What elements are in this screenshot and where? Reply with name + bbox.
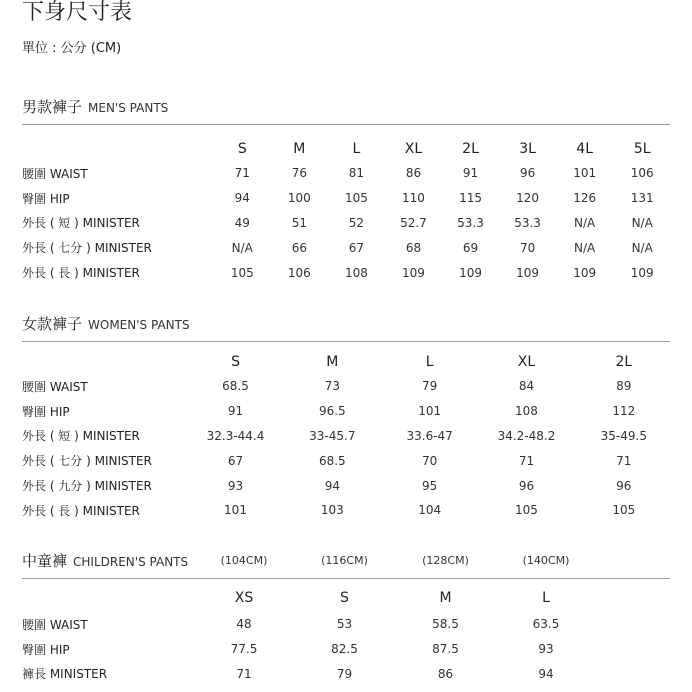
table-cell: 108 xyxy=(515,404,538,419)
table-cell: 69 xyxy=(462,240,479,255)
table-cell: 48 xyxy=(236,617,252,632)
table-cell: 110 xyxy=(402,191,425,206)
table-cell: 49 xyxy=(234,215,250,230)
table-cell: 79 xyxy=(336,666,353,681)
table-cell: 89 xyxy=(616,379,632,394)
row-label: 外長 ( 七分 ) MINISTER xyxy=(22,454,152,469)
table-cell: 101 xyxy=(224,503,247,518)
men-divider xyxy=(22,124,670,125)
table-cell: N/A xyxy=(631,240,653,255)
table-cell: 109 xyxy=(630,265,654,280)
table-cell: 71 xyxy=(518,453,535,468)
table-cell: 106 xyxy=(287,265,311,280)
men-title-zh: 男款褲子 xyxy=(22,98,83,116)
table-cell: 70 xyxy=(422,453,438,468)
table-cell: 105 xyxy=(612,503,636,518)
children-size-header xyxy=(22,586,670,610)
table-cell: 109 xyxy=(459,265,482,280)
table-cell: 81 xyxy=(348,166,365,181)
table-cell: N/A xyxy=(631,215,653,230)
table-cell: 32.3-44.4 xyxy=(206,428,265,443)
table-row xyxy=(22,473,670,498)
table-cell: 91 xyxy=(227,404,244,419)
table-cell: 105 xyxy=(344,191,368,206)
table-row xyxy=(22,211,670,236)
table-cell: 108 xyxy=(344,265,368,280)
table-cell: 51 xyxy=(291,215,307,230)
table-cell: 96 xyxy=(518,478,535,493)
table-row xyxy=(22,186,670,211)
table-cell: 53.3 xyxy=(514,215,541,230)
table-cell: 109 xyxy=(516,265,540,280)
women-divider xyxy=(22,341,670,342)
row-label: 臀圍 HIP xyxy=(22,404,70,419)
table-cell: 109 xyxy=(402,265,425,280)
height-label: (116CM) xyxy=(321,554,368,567)
table-cell: 63.5 xyxy=(532,617,560,632)
table-cell: 84 xyxy=(518,379,535,394)
children-title-zh: 中童褲 xyxy=(22,552,68,570)
height-label: (128CM) xyxy=(422,554,469,567)
row-label: 外長 ( 長 ) MINISTER xyxy=(22,503,140,518)
table-cell: 73 xyxy=(324,379,340,394)
table-cell: 53.3 xyxy=(457,215,484,230)
table-cell: N/A xyxy=(231,240,253,255)
page-title: 下身尺寸表 xyxy=(22,0,133,25)
table-cell: 93 xyxy=(227,478,244,493)
unit-note: 單位 : 公分 (CM) xyxy=(22,41,122,56)
table-cell: 104 xyxy=(418,503,442,518)
men-section-title xyxy=(22,96,670,118)
table-cell: 96.5 xyxy=(318,404,346,419)
children-rows xyxy=(22,612,670,686)
table-cell: 100 xyxy=(287,191,311,206)
men-rows xyxy=(22,161,670,285)
size-header-xl: XL xyxy=(517,354,536,370)
table-cell: 82.5 xyxy=(331,642,358,657)
table-cell: 33-45.7 xyxy=(309,428,356,443)
row-label: 褲長 MINISTER xyxy=(22,667,108,682)
table-cell: 120 xyxy=(516,191,540,206)
table-cell: 71 xyxy=(236,666,252,681)
table-cell: 94 xyxy=(324,478,340,493)
table-row xyxy=(22,662,670,687)
table-cell: 68 xyxy=(405,240,422,255)
size-header-l: L xyxy=(542,590,550,606)
size-header-l: L xyxy=(425,354,434,370)
table-cell: 70 xyxy=(519,240,536,255)
table-cell: 68.5 xyxy=(222,379,249,394)
children-title-en: CHILDREN'S PANTS xyxy=(73,555,189,569)
size-header-2l: 2L xyxy=(615,354,633,370)
height-label: (104CM) xyxy=(220,554,268,567)
size-header-xs: XS xyxy=(234,590,254,606)
size-header-5l: 5L xyxy=(633,141,651,157)
table-cell: 52.7 xyxy=(400,215,427,230)
size-header-s: S xyxy=(237,141,247,157)
women-title-en: WOMEN'S PANTS xyxy=(88,318,190,332)
table-cell: 94 xyxy=(538,666,554,681)
table-row xyxy=(22,612,670,637)
table-cell: 86 xyxy=(405,166,422,181)
table-cell: 105 xyxy=(515,503,538,518)
table-row xyxy=(22,399,670,424)
table-cell: 79 xyxy=(422,379,438,394)
table-cell: 101 xyxy=(418,404,442,419)
table-cell: 53 xyxy=(336,617,353,632)
height-label: (140CM) xyxy=(522,554,570,567)
table-cell: 86 xyxy=(437,666,454,681)
children-divider xyxy=(22,578,670,579)
women-rows xyxy=(22,374,670,523)
row-label: 臀圍 HIP xyxy=(22,642,70,657)
size-header-m: M xyxy=(326,354,339,370)
table-cell: 76 xyxy=(291,166,307,181)
size-header-4l: 4L xyxy=(576,141,593,157)
table-cell: 101 xyxy=(573,166,597,181)
row-label: 外長 ( 九分 ) MINISTER xyxy=(22,479,152,494)
table-cell: 87.5 xyxy=(432,642,459,657)
size-header-m: M xyxy=(293,141,306,157)
women-section-title xyxy=(22,313,670,335)
size-header-3l: 3L xyxy=(519,141,536,157)
row-label: 腰圍 WAIST xyxy=(22,166,88,181)
row-label: 外長 ( 短 ) MINISTER xyxy=(22,429,140,444)
men-section xyxy=(22,96,670,285)
women-section xyxy=(22,313,670,523)
table-row xyxy=(22,498,670,523)
table-cell: 94 xyxy=(234,191,250,206)
table-cell: N/A xyxy=(574,240,596,255)
men-title-en: MEN'S PANTS xyxy=(88,101,169,115)
size-header-l: L xyxy=(352,141,361,157)
table-cell: 96 xyxy=(519,166,536,181)
table-cell: 93 xyxy=(538,642,554,657)
row-label: 腰圍 WAIST xyxy=(22,617,88,632)
table-row xyxy=(22,235,670,260)
table-cell: 33.6-47 xyxy=(406,428,453,443)
table-cell: 126 xyxy=(573,191,597,206)
table-cell: N/A xyxy=(574,215,596,230)
women-size-header xyxy=(22,350,670,374)
table-cell: 58.5 xyxy=(432,617,459,632)
children-section xyxy=(22,550,670,686)
table-cell: 68.5 xyxy=(318,453,346,468)
table-cell: 96 xyxy=(616,478,632,493)
table-cell: 131 xyxy=(630,191,654,206)
table-cell: 67 xyxy=(227,453,244,468)
table-cell: 105 xyxy=(230,265,254,280)
size-header-s: S xyxy=(340,590,349,606)
table-cell: 71 xyxy=(616,453,632,468)
table-cell: 34.2-48.2 xyxy=(497,428,556,443)
table-cell: 71 xyxy=(234,166,250,181)
table-row xyxy=(22,448,670,473)
row-label: 腰圍 WAIST xyxy=(22,379,88,394)
table-row xyxy=(22,424,670,449)
table-cell: 52 xyxy=(348,215,365,230)
table-cell: 95 xyxy=(422,478,438,493)
size-header-2l: 2L xyxy=(462,141,479,157)
table-row xyxy=(22,260,670,285)
row-label: 外長 ( 短 ) MINISTER xyxy=(22,216,140,231)
table-cell: 103 xyxy=(320,503,344,518)
table-cell: 106 xyxy=(630,166,654,181)
size-header-s: S xyxy=(231,354,240,370)
table-cell: 112 xyxy=(612,404,636,419)
table-cell: 67 xyxy=(348,240,365,255)
men-size-header xyxy=(22,137,670,161)
table-cell: 77.5 xyxy=(230,642,258,657)
row-label: 外長 ( 七分 ) MINISTER xyxy=(22,241,152,256)
row-label: 外長 ( 長 ) MINISTER xyxy=(22,266,140,281)
women-title-zh: 女款褲子 xyxy=(22,315,83,333)
row-label: 臀圍 HIP xyxy=(22,191,70,206)
table-cell: 115 xyxy=(459,191,482,206)
table-row xyxy=(22,374,670,399)
table-cell: 66 xyxy=(291,240,307,255)
table-row xyxy=(22,161,670,186)
size-header-m: M xyxy=(439,590,452,606)
table-cell: 109 xyxy=(573,265,597,280)
table-row xyxy=(22,637,670,662)
size-header-xl: XL xyxy=(404,141,423,157)
table-cell: 91 xyxy=(462,166,479,181)
table-cell: 35-49.5 xyxy=(600,428,647,443)
